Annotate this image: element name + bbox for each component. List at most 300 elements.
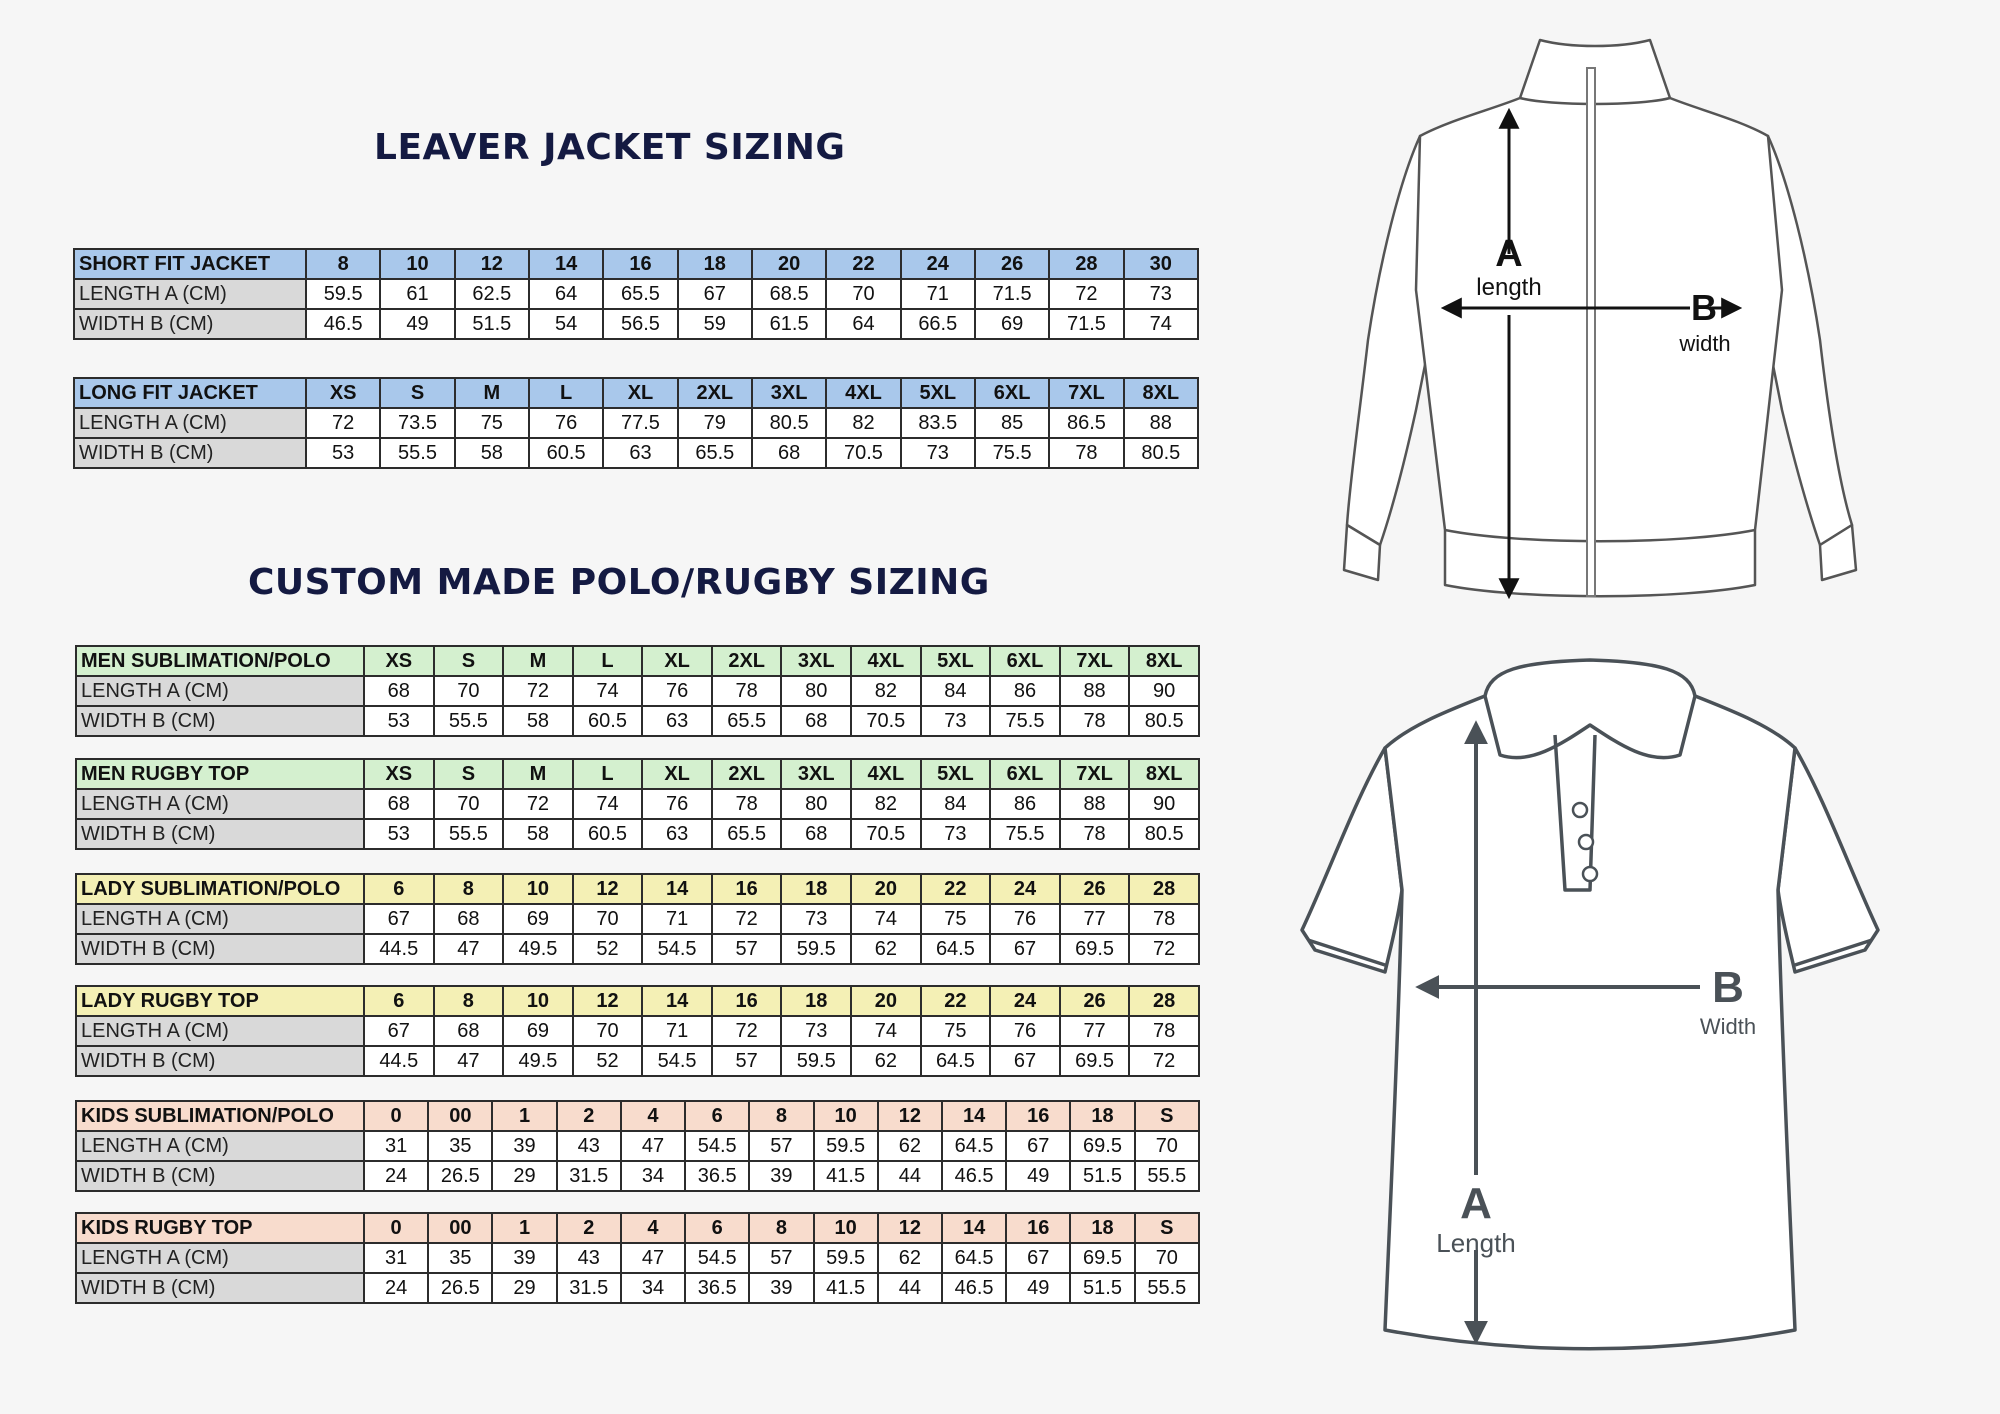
- measurement-value: 57: [712, 1046, 782, 1076]
- measurement-value: 76: [642, 789, 712, 819]
- measurement-value: 58: [503, 819, 573, 849]
- size-header-cell: 28: [1129, 986, 1199, 1016]
- measurement-label: LENGTH A (CM): [74, 279, 306, 309]
- measurement-value: 54.5: [642, 934, 712, 964]
- size-header-cell: 26: [1060, 874, 1130, 904]
- measurement-value: 69.5: [1070, 1131, 1134, 1161]
- jacket-diagram: [1320, 40, 1880, 620]
- measurement-value: 72: [1129, 934, 1199, 964]
- measurement-value: 88: [1124, 408, 1198, 438]
- measurement-value: 68.5: [752, 279, 826, 309]
- size-header-cell: 6XL: [990, 759, 1060, 789]
- measurement-value: 59.5: [814, 1243, 878, 1273]
- measurement-value: 26.5: [428, 1161, 492, 1191]
- measurement-value: 26.5: [428, 1273, 492, 1303]
- size-header-cell: 6: [685, 1101, 749, 1131]
- measurement-value: 84: [921, 676, 991, 706]
- size-header-cell: 12: [573, 986, 643, 1016]
- measurement-value: 73.5: [380, 408, 454, 438]
- measurement-value: 52: [573, 934, 643, 964]
- measurement-value: 78: [1060, 706, 1130, 736]
- size-header-cell: XS: [364, 646, 434, 676]
- measurement-value: 64.5: [921, 1046, 991, 1076]
- size-header-cell: 2XL: [678, 378, 752, 408]
- measurement-value: 72: [503, 789, 573, 819]
- size-header-cell: 8XL: [1124, 378, 1198, 408]
- size-header-cell: 10: [503, 874, 573, 904]
- measurement-value: 57: [749, 1243, 813, 1273]
- size-header-cell: 8: [749, 1213, 813, 1243]
- measurement-value: 54: [529, 309, 603, 339]
- table-row: [76, 1016, 1199, 1046]
- measurement-value: 70: [826, 279, 900, 309]
- size-header-cell: 4XL: [826, 378, 900, 408]
- size-header-cell: 5XL: [921, 759, 991, 789]
- measurement-value: 68: [434, 904, 504, 934]
- measurement-value: 86: [990, 789, 1060, 819]
- measurement-value: 46.5: [306, 309, 380, 339]
- measurement-value: 75: [455, 408, 529, 438]
- measurement-value: 59.5: [781, 1046, 851, 1076]
- measurement-value: 82: [826, 408, 900, 438]
- measurement-value: 75: [921, 1016, 991, 1046]
- kids-rugby-top-table: [75, 1212, 1200, 1304]
- table-name: MEN RUGBY TOP: [76, 759, 364, 789]
- measurement-value: 86.5: [1049, 408, 1123, 438]
- measurement-value: 58: [503, 706, 573, 736]
- size-header-cell: 3XL: [752, 378, 826, 408]
- size-header-cell: 1: [492, 1213, 556, 1243]
- measurement-value: 61.5: [752, 309, 826, 339]
- measurement-value: 51.5: [455, 309, 529, 339]
- size-header-cell: 10: [814, 1213, 878, 1243]
- measurement-value: 67: [678, 279, 752, 309]
- measurement-value: 88: [1060, 789, 1130, 819]
- measurement-value: 49.5: [503, 1046, 573, 1076]
- measurement-value: 68: [434, 1016, 504, 1046]
- measurement-value: 24: [364, 1273, 428, 1303]
- measurement-value: 53: [306, 438, 380, 468]
- size-header-cell: 8: [749, 1101, 813, 1131]
- lady-rugby-top-table: [75, 985, 1200, 1077]
- measurement-value: 80.5: [1129, 706, 1199, 736]
- measurement-value: 55.5: [434, 819, 504, 849]
- size-header-cell: 16: [712, 874, 782, 904]
- size-header-cell: 16: [1006, 1101, 1070, 1131]
- measurement-value: 47: [621, 1131, 685, 1161]
- size-header-cell: XS: [306, 378, 380, 408]
- measurement-value: 68: [364, 676, 434, 706]
- measurement-label: WIDTH B (CM): [74, 309, 306, 339]
- measurement-value: 74: [1124, 309, 1198, 339]
- size-header-cell: S: [434, 759, 504, 789]
- size-header-cell: M: [503, 759, 573, 789]
- table-row: [74, 309, 1198, 339]
- measurement-label: LENGTH A (CM): [76, 904, 364, 934]
- size-header-cell: 12: [878, 1213, 942, 1243]
- table-header-row: [76, 646, 1199, 676]
- size-header-cell: XL: [642, 646, 712, 676]
- measurement-value: 49: [1006, 1273, 1070, 1303]
- size-header-cell: 0: [364, 1213, 428, 1243]
- measurement-value: 65.5: [603, 279, 677, 309]
- measurement-value: 24: [364, 1161, 428, 1191]
- measurement-value: 83.5: [901, 408, 975, 438]
- size-header-cell: 12: [455, 249, 529, 279]
- measurement-value: 71.5: [1049, 309, 1123, 339]
- jacket-width-word: width: [1679, 331, 1731, 356]
- measurement-value: 71.5: [975, 279, 1049, 309]
- measurement-value: 41.5: [814, 1273, 878, 1303]
- measurement-value: 74: [573, 676, 643, 706]
- size-header-cell: 8: [434, 874, 504, 904]
- measurement-value: 80.5: [1124, 438, 1198, 468]
- measurement-value: 35: [428, 1243, 492, 1273]
- measurement-value: 78: [1129, 1016, 1199, 1046]
- size-header-cell: 2XL: [712, 646, 782, 676]
- size-header-cell: 00: [428, 1213, 492, 1243]
- measurement-value: 49: [1006, 1161, 1070, 1191]
- measurement-value: 69: [503, 904, 573, 934]
- measurement-value: 55.5: [434, 706, 504, 736]
- measurement-value: 31.5: [557, 1161, 621, 1191]
- measurement-value: 84: [921, 789, 991, 819]
- table-row: [76, 706, 1199, 736]
- long-fit-jacket-table: [73, 377, 1199, 469]
- measurement-value: 53: [364, 706, 434, 736]
- measurement-value: 78: [1129, 904, 1199, 934]
- men-rugby-top-table: [75, 758, 1200, 850]
- table-name: LADY RUGBY TOP: [76, 986, 364, 1016]
- measurement-value: 49.5: [503, 934, 573, 964]
- measurement-value: 85: [975, 408, 1049, 438]
- measurement-value: 44.5: [364, 934, 434, 964]
- measurement-value: 69: [503, 1016, 573, 1046]
- measurement-value: 77: [1060, 1016, 1130, 1046]
- measurement-value: 31: [364, 1243, 428, 1273]
- polo-width-letter: B: [1712, 963, 1744, 1012]
- measurement-value: 31: [364, 1131, 428, 1161]
- measurement-value: 86: [990, 676, 1060, 706]
- leaver-jacket-heading: LEAVER JACKET SIZING: [374, 127, 846, 168]
- size-header-cell: 18: [1070, 1101, 1134, 1131]
- measurement-value: 76: [990, 904, 1060, 934]
- polo-outline-icon: [1302, 660, 1878, 1349]
- size-header-cell: 18: [781, 874, 851, 904]
- size-header-cell: 16: [712, 986, 782, 1016]
- size-header-cell: 8: [306, 249, 380, 279]
- measurement-label: WIDTH B (CM): [76, 819, 364, 849]
- size-header-cell: 6: [364, 874, 434, 904]
- size-header-cell: 16: [603, 249, 677, 279]
- size-header-cell: 3XL: [781, 759, 851, 789]
- measurement-label: LENGTH A (CM): [76, 1131, 364, 1161]
- measurement-value: 76: [990, 1016, 1060, 1046]
- size-header-cell: 22: [826, 249, 900, 279]
- measurement-value: 70.5: [826, 438, 900, 468]
- size-header-cell: 20: [851, 874, 921, 904]
- table-row: [76, 934, 1199, 964]
- measurement-value: 43: [557, 1131, 621, 1161]
- measurement-value: 34: [621, 1161, 685, 1191]
- table-header-row: [76, 1101, 1199, 1131]
- measurement-value: 64.5: [921, 934, 991, 964]
- size-header-cell: 20: [752, 249, 826, 279]
- measurement-label: LENGTH A (CM): [76, 1016, 364, 1046]
- measurement-value: 29: [492, 1161, 556, 1191]
- measurement-label: WIDTH B (CM): [76, 706, 364, 736]
- measurement-value: 34: [621, 1273, 685, 1303]
- measurement-value: 52: [573, 1046, 643, 1076]
- polo-length-word: Length: [1436, 1228, 1516, 1258]
- size-header-cell: 18: [1070, 1213, 1134, 1243]
- measurement-value: 71: [901, 279, 975, 309]
- measurement-value: 59: [678, 309, 752, 339]
- measurement-value: 39: [492, 1131, 556, 1161]
- size-header-cell: 4XL: [851, 759, 921, 789]
- measurement-value: 80.5: [1129, 819, 1199, 849]
- measurement-value: 51.5: [1070, 1161, 1134, 1191]
- size-header-cell: XL: [642, 759, 712, 789]
- measurement-value: 75: [921, 904, 991, 934]
- measurement-value: 54.5: [685, 1131, 749, 1161]
- measurement-value: 73: [781, 1016, 851, 1046]
- size-header-cell: 7XL: [1049, 378, 1123, 408]
- measurement-value: 70: [573, 1016, 643, 1046]
- size-header-cell: 20: [851, 986, 921, 1016]
- polo-width-word: Width: [1699, 1014, 1757, 1039]
- size-header-cell: 2: [557, 1101, 621, 1131]
- jacket-zipper-icon: [1587, 68, 1595, 596]
- measurement-value: 80: [781, 789, 851, 819]
- size-header-cell: 8: [434, 986, 504, 1016]
- size-header-cell: S: [1135, 1213, 1199, 1243]
- table-name: KIDS SUBLIMATION/POLO: [76, 1101, 364, 1131]
- size-header-cell: 2XL: [712, 759, 782, 789]
- size-header-cell: 22: [921, 874, 991, 904]
- measurement-label: WIDTH B (CM): [76, 1046, 364, 1076]
- measurement-value: 79: [678, 408, 752, 438]
- measurement-value: 49: [380, 309, 454, 339]
- size-header-cell: 12: [573, 874, 643, 904]
- size-header-cell: 1: [492, 1101, 556, 1131]
- table-row: [74, 279, 1198, 309]
- measurement-value: 68: [752, 438, 826, 468]
- table-row: [76, 1131, 1199, 1161]
- measurement-label: WIDTH B (CM): [76, 1273, 364, 1303]
- size-header-cell: 16: [1006, 1213, 1070, 1243]
- measurement-value: 68: [364, 789, 434, 819]
- measurement-value: 62: [851, 934, 921, 964]
- measurement-value: 60.5: [573, 819, 643, 849]
- measurement-value: 41.5: [814, 1161, 878, 1191]
- lady-sublimation-polo-table: [75, 873, 1200, 965]
- size-header-cell: 14: [529, 249, 603, 279]
- kids-sublimation-polo-table: [75, 1100, 1200, 1192]
- size-header-cell: 5XL: [901, 378, 975, 408]
- table-name: MEN SUBLIMATION/POLO: [76, 646, 364, 676]
- table-row: [76, 1273, 1199, 1303]
- measurement-value: 65.5: [678, 438, 752, 468]
- measurement-value: 69.5: [1070, 1243, 1134, 1273]
- measurement-value: 78: [712, 676, 782, 706]
- measurement-value: 59.5: [814, 1131, 878, 1161]
- measurement-value: 80: [781, 676, 851, 706]
- table-header-row: [76, 759, 1199, 789]
- table-row: [74, 438, 1198, 468]
- measurement-value: 67: [990, 934, 1060, 964]
- measurement-value: 70: [1135, 1243, 1199, 1273]
- measurement-value: 39: [492, 1243, 556, 1273]
- measurement-value: 73: [901, 438, 975, 468]
- measurement-value: 47: [621, 1243, 685, 1273]
- table-row: [76, 1161, 1199, 1191]
- measurement-value: 74: [851, 1016, 921, 1046]
- measurement-value: 77: [1060, 904, 1130, 934]
- measurement-label: WIDTH B (CM): [76, 934, 364, 964]
- size-header-cell: 10: [380, 249, 454, 279]
- polo-button-icon: [1579, 835, 1593, 849]
- measurement-value: 59.5: [781, 934, 851, 964]
- size-header-cell: 4: [621, 1101, 685, 1131]
- measurement-value: 68: [781, 706, 851, 736]
- measurement-value: 63: [642, 819, 712, 849]
- measurement-value: 31.5: [557, 1273, 621, 1303]
- measurement-value: 75.5: [990, 819, 1060, 849]
- measurement-value: 75.5: [975, 438, 1049, 468]
- measurement-value: 64: [529, 279, 603, 309]
- size-header-cell: 00: [428, 1101, 492, 1131]
- polo-button-icon: [1583, 867, 1597, 881]
- measurement-label: LENGTH A (CM): [76, 1243, 364, 1273]
- measurement-value: 71: [642, 904, 712, 934]
- table-header-row: [74, 378, 1198, 408]
- measurement-label: WIDTH B (CM): [76, 1161, 364, 1191]
- table-row: [76, 1046, 1199, 1076]
- measurement-value: 61: [380, 279, 454, 309]
- table-row: [76, 819, 1199, 849]
- measurement-value: 39: [749, 1161, 813, 1191]
- measurement-value: 39: [749, 1273, 813, 1303]
- measurement-value: 67: [990, 1046, 1060, 1076]
- measurement-value: 65.5: [712, 706, 782, 736]
- measurement-value: 63: [642, 706, 712, 736]
- measurement-value: 73: [781, 904, 851, 934]
- measurement-value: 57: [749, 1131, 813, 1161]
- measurement-value: 36.5: [685, 1161, 749, 1191]
- measurement-value: 46.5: [942, 1273, 1006, 1303]
- table-name: LONG FIT JACKET: [74, 378, 306, 408]
- measurement-value: 71: [642, 1016, 712, 1046]
- size-header-cell: 24: [901, 249, 975, 279]
- measurement-value: 59.5: [306, 279, 380, 309]
- size-header-cell: 28: [1049, 249, 1123, 279]
- size-header-cell: 2: [557, 1213, 621, 1243]
- measurement-value: 55.5: [1135, 1273, 1199, 1303]
- table-row: [76, 789, 1199, 819]
- measurement-value: 64.5: [942, 1131, 1006, 1161]
- measurement-value: 78: [1049, 438, 1123, 468]
- size-header-cell: XL: [603, 378, 677, 408]
- size-header-cell: 3XL: [781, 646, 851, 676]
- jacket-outline-icon: [1344, 40, 1856, 596]
- measurement-value: 58: [455, 438, 529, 468]
- size-header-cell: 8XL: [1129, 646, 1199, 676]
- measurement-value: 60.5: [573, 706, 643, 736]
- measurement-value: 72: [306, 408, 380, 438]
- measurement-value: 74: [573, 789, 643, 819]
- measurement-value: 70.5: [851, 706, 921, 736]
- measurement-value: 82: [851, 789, 921, 819]
- measurement-value: 57: [712, 934, 782, 964]
- size-header-cell: 28: [1129, 874, 1199, 904]
- jacket-width-letter: B: [1691, 287, 1717, 328]
- measurement-value: 56.5: [603, 309, 677, 339]
- measurement-value: 69.5: [1060, 934, 1130, 964]
- measurement-value: 55.5: [380, 438, 454, 468]
- measurement-value: 67: [364, 904, 434, 934]
- measurement-value: 72: [712, 904, 782, 934]
- measurement-value: 44.5: [364, 1046, 434, 1076]
- measurement-value: 90: [1129, 676, 1199, 706]
- measurement-value: 65.5: [712, 819, 782, 849]
- size-header-cell: 5XL: [921, 646, 991, 676]
- table-header-row: [76, 986, 1199, 1016]
- table-row: [74, 408, 1198, 438]
- measurement-value: 76: [529, 408, 603, 438]
- size-header-cell: 4: [621, 1213, 685, 1243]
- measurement-value: 77.5: [603, 408, 677, 438]
- polo-button-icon: [1573, 803, 1587, 817]
- measurement-value: 53: [364, 819, 434, 849]
- table-name: KIDS RUGBY TOP: [76, 1213, 364, 1243]
- measurement-value: 73: [921, 706, 991, 736]
- measurement-value: 72: [712, 1016, 782, 1046]
- measurement-value: 36.5: [685, 1273, 749, 1303]
- measurement-value: 80.5: [752, 408, 826, 438]
- measurement-label: LENGTH A (CM): [76, 789, 364, 819]
- size-header-cell: 14: [642, 874, 712, 904]
- polo-length-letter: A: [1460, 1179, 1492, 1228]
- size-header-cell: 14: [942, 1213, 1006, 1243]
- table-row: [76, 1243, 1199, 1273]
- size-header-cell: 10: [503, 986, 573, 1016]
- size-header-cell: 30: [1124, 249, 1198, 279]
- size-header-cell: 6: [364, 986, 434, 1016]
- measurement-value: 70: [434, 676, 504, 706]
- size-header-cell: 7XL: [1060, 646, 1130, 676]
- table-header-row: [74, 249, 1198, 279]
- size-header-cell: 24: [990, 986, 1060, 1016]
- measurement-value: 64.5: [942, 1243, 1006, 1273]
- measurement-value: 54.5: [642, 1046, 712, 1076]
- measurement-value: 67: [1006, 1131, 1070, 1161]
- size-header-cell: L: [573, 646, 643, 676]
- measurement-value: 67: [1006, 1243, 1070, 1273]
- measurement-value: 88: [1060, 676, 1130, 706]
- measurement-value: 63: [603, 438, 677, 468]
- measurement-value: 62: [878, 1243, 942, 1273]
- measurement-value: 64: [826, 309, 900, 339]
- measurement-value: 70.5: [851, 819, 921, 849]
- table-header-row: [76, 874, 1199, 904]
- measurement-value: 55.5: [1135, 1161, 1199, 1191]
- size-header-cell: 26: [975, 249, 1049, 279]
- size-header-cell: 8XL: [1129, 759, 1199, 789]
- measurement-value: 75.5: [990, 706, 1060, 736]
- measurement-label: LENGTH A (CM): [74, 408, 306, 438]
- size-header-cell: 12: [878, 1101, 942, 1131]
